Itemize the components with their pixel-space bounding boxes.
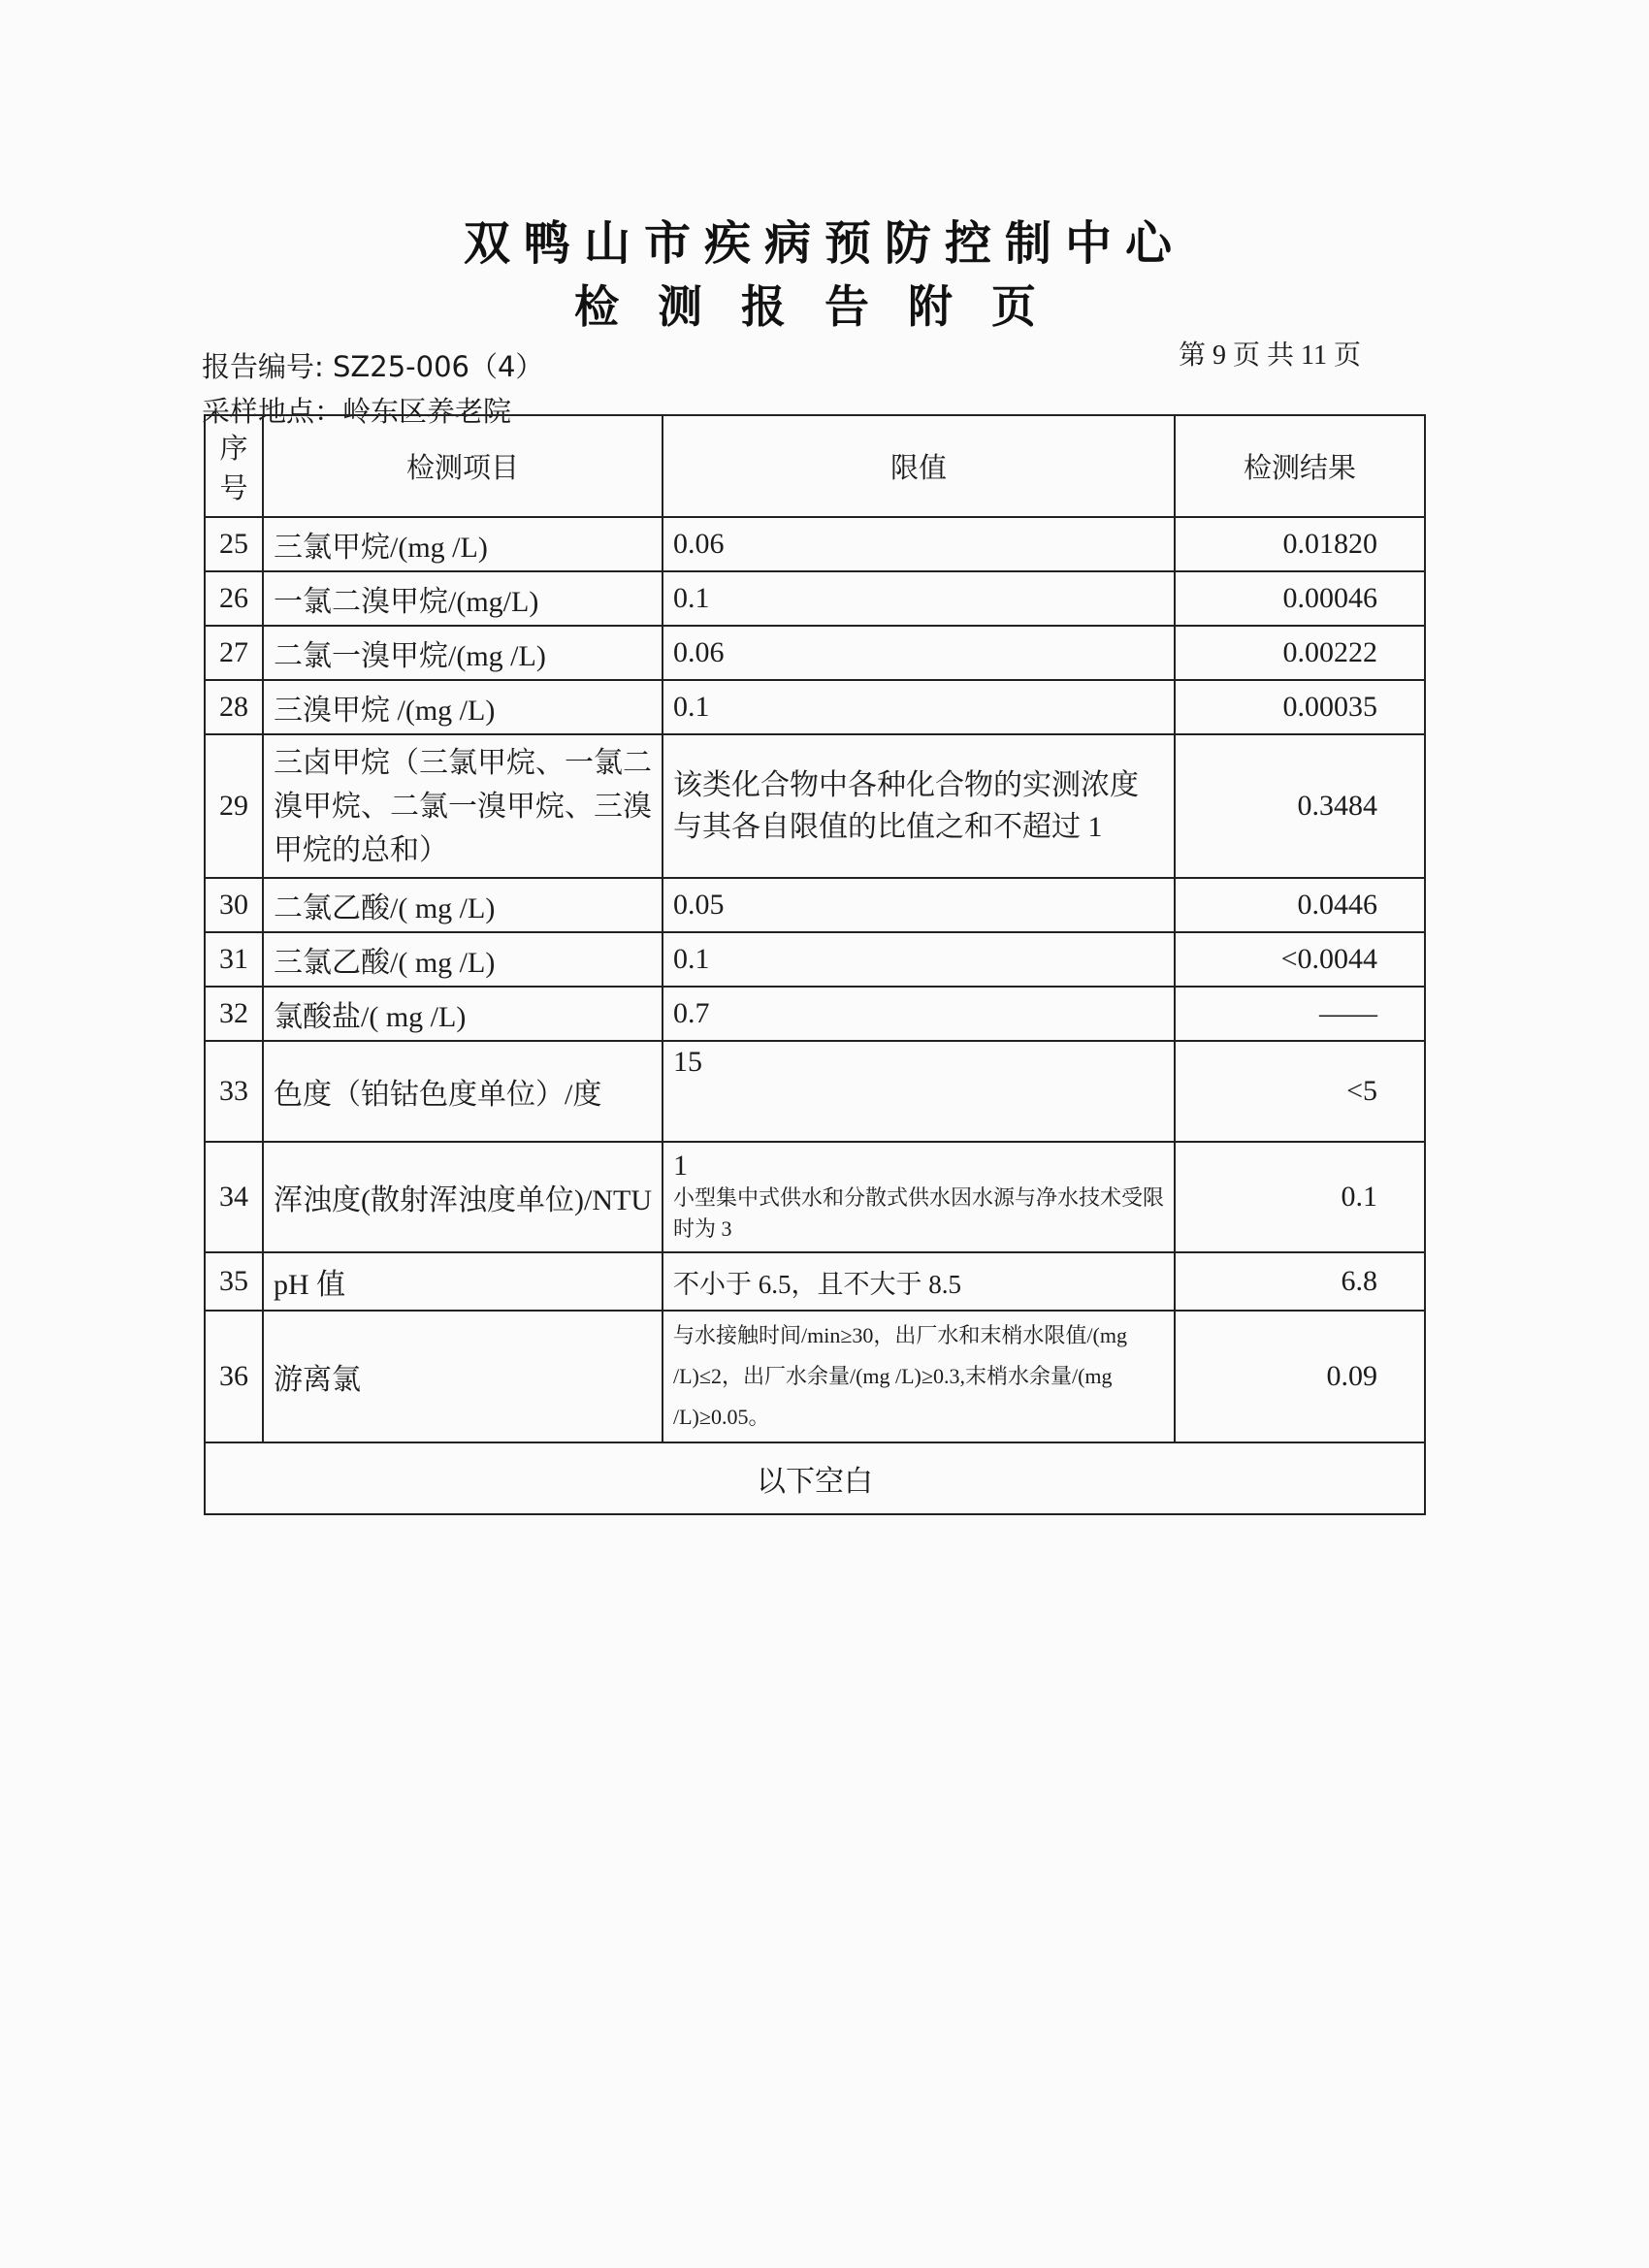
row-item: 三氯乙酸/( mg /L) — [263, 932, 663, 987]
doc-title: 检测报告附页 — [574, 280, 1075, 333]
row-limit: 0.1 — [663, 932, 1175, 987]
table-row — [205, 1311, 1425, 1442]
org-title: 双鸭山市疾病预防控制中心 — [463, 216, 1185, 271]
row-no: 25 — [205, 517, 263, 571]
table-header-row — [205, 415, 1425, 517]
row-result: 0.01820 — [1175, 517, 1425, 571]
row-limit: 0.1 — [663, 680, 1175, 734]
header-result: 检测结果 — [1175, 415, 1425, 517]
row-limit — [663, 1142, 1175, 1252]
row-item: 二氯一溴甲烷/(mg /L) — [263, 626, 663, 680]
row-limit: 0.06 — [663, 626, 1175, 680]
row-result: <5 — [1175, 1041, 1425, 1142]
row-no: 32 — [205, 987, 263, 1041]
table-row — [205, 734, 1425, 878]
row-no: 34 — [205, 1142, 263, 1252]
blank-below-note: 以下空白 — [205, 1442, 1425, 1514]
row-limit: 0.1 — [663, 571, 1175, 626]
row-no: 30 — [205, 878, 263, 932]
row-result: 0.00035 — [1175, 680, 1425, 734]
row-result: 0.3484 — [1175, 734, 1425, 878]
table-row — [205, 626, 1425, 680]
row-no: 26 — [205, 571, 263, 626]
row-no: 28 — [205, 680, 263, 734]
header-no-line1: 序 — [219, 431, 248, 465]
table-row — [205, 1041, 1425, 1142]
row-result: 0.00046 — [1175, 571, 1425, 626]
row-item: 二氯乙酸/( mg /L) — [263, 878, 663, 932]
results-table — [204, 414, 1426, 1515]
header-no-line2: 号 — [219, 470, 248, 504]
row-no: 35 — [205, 1252, 263, 1311]
row-item: 三卤甲烷（三氯甲烷、一氯二溴甲烷、二氯一溴甲烷、三溴甲烷的总和） — [263, 734, 663, 878]
table-row — [205, 571, 1425, 626]
table-row — [205, 680, 1425, 734]
row-item: 一氯二溴甲烷/(mg/L) — [263, 571, 663, 626]
table-row — [205, 987, 1425, 1041]
page-info: 第 9 页 共 11 页 — [1179, 340, 1361, 371]
row-limit: 该类化合物中各种化合物的实测浓度与其各自限值的比值之和不超过 1 — [663, 734, 1175, 878]
row-no: 31 — [205, 932, 263, 987]
header-item: 检测项目 — [263, 415, 663, 517]
row-item: 氯酸盐/( mg /L) — [263, 987, 663, 1041]
table-footer-row — [205, 1442, 1425, 1514]
row-limit: 与水接触时间/min≥30，出厂水和末梢水限值/(mg /L)≤2，出厂水余量/(mg /L)≥0.3,末梢水余量/(mg /L)≥0.05。 — [663, 1311, 1175, 1442]
row-result: 0.0446 — [1175, 878, 1425, 932]
row-item: pH 值 — [263, 1252, 663, 1311]
row-limit: 0.05 — [663, 878, 1175, 932]
row-no: 36 — [205, 1311, 263, 1442]
row-result: 6.8 — [1175, 1252, 1425, 1311]
row-result: 0.1 — [1175, 1142, 1425, 1252]
limit-value: 1 — [673, 1150, 688, 1183]
row-result: 0.00222 — [1175, 626, 1425, 680]
row-no: 33 — [205, 1041, 263, 1142]
header-no — [205, 415, 263, 517]
limit-note: 小型集中式供水和分散式供水因水源与净水技术受限时为 3 — [673, 1185, 1165, 1241]
row-limit: 0.06 — [663, 517, 1175, 571]
row-item: 三溴甲烷 /(mg /L) — [263, 680, 663, 734]
row-limit: 0.7 — [663, 987, 1175, 1041]
table-row — [205, 1142, 1425, 1252]
row-limit: 15 — [663, 1041, 1175, 1142]
row-result: <0.0044 — [1175, 932, 1425, 987]
row-limit: 不小于 6.5，且不大于 8.5 — [663, 1252, 1175, 1311]
row-item: 浑浊度(散射浑浊度单位)/NTU — [263, 1142, 663, 1252]
table-row — [205, 1252, 1425, 1311]
table-row — [205, 932, 1425, 987]
row-no: 27 — [205, 626, 263, 680]
table-row — [205, 878, 1425, 932]
row-no: 29 — [205, 734, 263, 878]
row-result: 0.09 — [1175, 1311, 1425, 1442]
table-row — [205, 517, 1425, 571]
row-result: —— — [1175, 987, 1425, 1041]
row-item: 色度（铂钴色度单位）/度 — [263, 1041, 663, 1142]
header-limit: 限值 — [663, 415, 1175, 517]
sample-location: 采样地点：岭东区养老院 — [202, 395, 512, 428]
row-item: 三氯甲烷/(mg /L) — [263, 517, 663, 571]
report-number: 报告编号: SZ25-006（4） — [202, 350, 544, 383]
row-item: 游离氯 — [263, 1311, 663, 1442]
